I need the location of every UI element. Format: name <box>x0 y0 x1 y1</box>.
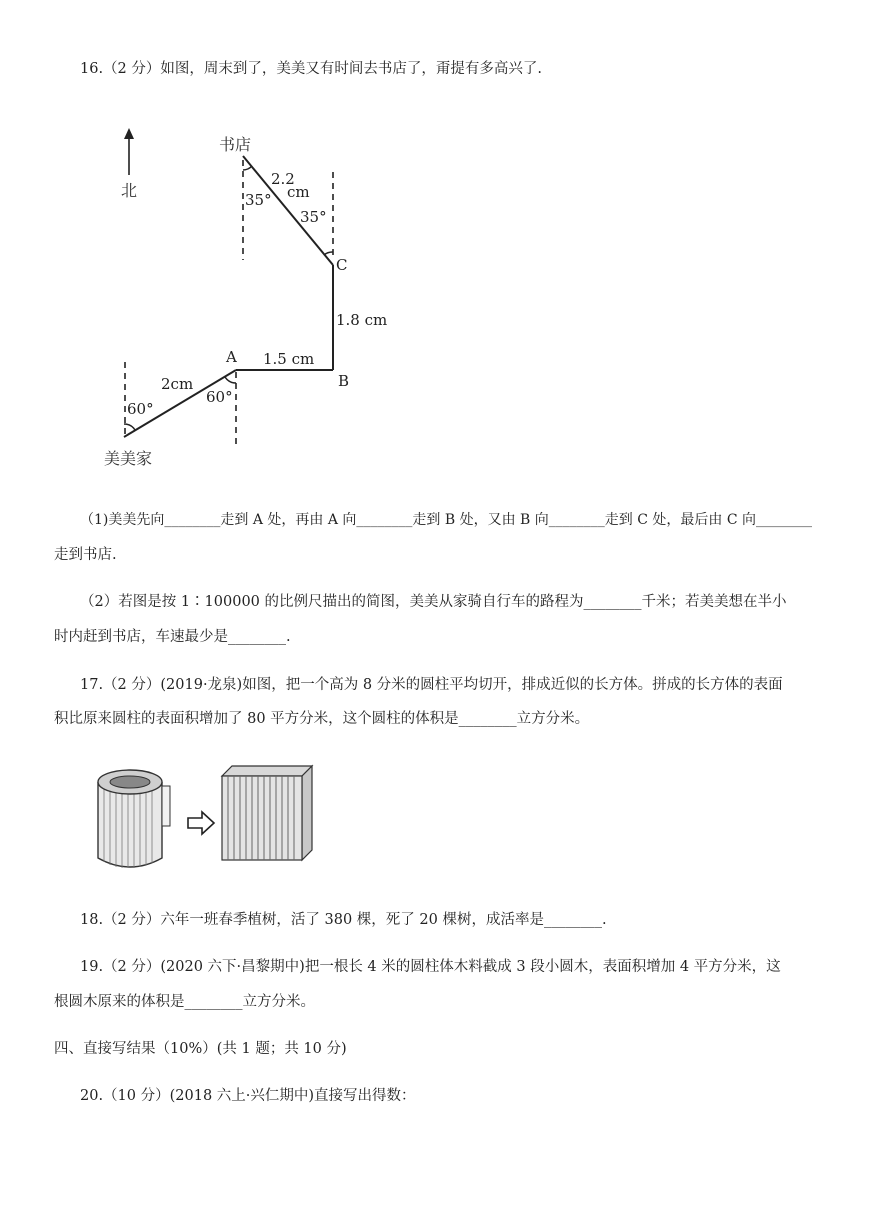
angle-c-label: 35° <box>300 208 327 226</box>
q17-line1: 17.（2 分）(2019·龙泉)如图，把一个高为 8 分米的圆柱平均切开，排成近似的长方体。拼成的长方体的表面 <box>80 677 783 693</box>
point-a-label: A <box>226 348 237 366</box>
point-c-label: C <box>336 256 348 274</box>
q19-line1: 19.（2 分）(2020 六下·昌黎期中)把一根长 4 米的圆柱体木料截成 3 段小圆木，表面积增加 4 平方分米，这 <box>80 959 781 975</box>
angle-store-label: 35° <box>245 191 272 209</box>
north-arrow-icon <box>124 128 134 175</box>
angle-arc-store <box>243 166 252 170</box>
q16-part2-line1: （2）若图是按 1∶100000 的比例尺描出的简图，美美从家骑自行车的路程为________千米；若美美想在半小 <box>80 594 787 610</box>
cuboid-picture <box>222 766 312 860</box>
q20-line1: 20.（10 分）(2018 六上·兴仁期中)直接写出得数： <box>80 1088 416 1104</box>
angle-home-label: 60° <box>127 400 154 418</box>
bookstore-label: 书店 <box>219 135 252 154</box>
angle-arc-a <box>225 377 236 383</box>
q16-part1-line2: 走到书店. <box>54 547 117 563</box>
north-label: 北 <box>121 181 138 200</box>
q16-part1-line1: （1)美美先向________走到 A 处，再由 A 向________走到 B 处，又由 B 向________走到 C 处，最后由 C 向________ <box>80 512 812 528</box>
angle-arc-c <box>324 252 333 255</box>
angle-a-label: 60° <box>206 388 233 406</box>
cylinder-picture <box>98 770 170 868</box>
seg-c-store-number: 2.2 <box>271 170 295 188</box>
seg-a-b-label: 1.5 cm <box>263 350 315 368</box>
cylinder-to-cuboid-figure <box>90 758 330 876</box>
right-arrow-icon <box>188 812 214 834</box>
q16-stem: 16.（2 分）如图，周末到了，美美又有时间去书店了，甭提有多高兴了. <box>80 61 543 77</box>
point-b-label: B <box>338 372 350 390</box>
q17-line2: 积比原来圆柱的表面积增加了 80 平方分米，这个圆柱的体积是________立方分米。 <box>54 711 590 727</box>
q18-line1: 18.（2 分）六年一班春季植树，活了 380 棵，死了 20 棵树，成活率是________. <box>80 912 607 928</box>
q19-line2: 根圆木原来的体积是________立方分米。 <box>54 994 315 1010</box>
seg-b-c-label: 1.8 cm <box>336 311 388 329</box>
seg-home-a-label: 2cm <box>161 375 194 393</box>
home-label: 美美家 <box>104 449 153 468</box>
seg-c-store-unit: cm <box>287 183 310 201</box>
q16-part2-line2: 时内赶到书店，车速最少是________. <box>54 629 291 645</box>
route-map-figure <box>95 120 395 480</box>
section4-title: 四、直接写结果（10%）(共 1 题；共 10 分) <box>54 1041 347 1057</box>
